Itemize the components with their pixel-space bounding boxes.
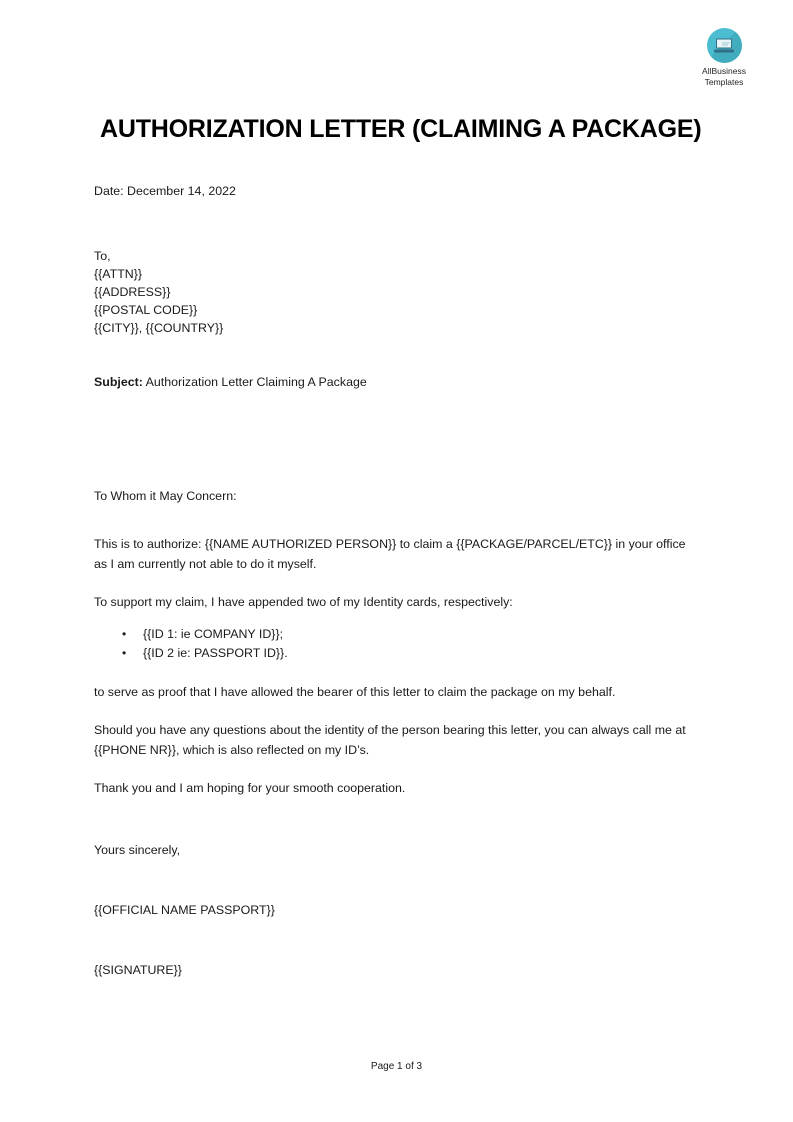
list-item: • {{ID 2 ie: PASSPORT ID}}.	[94, 644, 700, 664]
body-paragraph-2: To support my claim, I have appended two of my Identity cards, respectively:	[94, 595, 513, 609]
address-line: {{ADDRESS}}	[94, 285, 171, 299]
brand-logo	[686, 28, 762, 87]
recipient-address-block	[94, 247, 700, 337]
laptop-icon	[707, 28, 742, 63]
closing-line: Yours sincerely,	[94, 842, 181, 857]
body-paragraph-4: Should you have any questions about the identity of the person bearing this letter, you can always call me at {{PHONE NR}}, which is also reflected on my ID’s.	[94, 723, 686, 757]
identity-cards-list	[94, 625, 700, 664]
list-item: • {{ID 1: ie COMPANY ID}};	[94, 625, 700, 645]
laptop-glyph	[714, 38, 734, 53]
subject-label: Subject:	[94, 375, 143, 389]
laptop-base	[714, 49, 734, 52]
body-paragraph-1: This is to authorize: {{NAME AUTHORIZED PERSON}} to claim a {{PACKAGE/PARCEL/ETC}} in your office as I am currently not able to do it myself.	[94, 537, 686, 571]
subject-line	[94, 373, 700, 391]
address-line: To,	[94, 249, 111, 263]
brand-name	[686, 66, 762, 87]
date-line: Date: December 14, 2022	[94, 184, 236, 198]
body-paragraph-5: Thank you and I am hoping for your smooth cooperation.	[94, 781, 406, 796]
address-line: {{CITY}}, {{COUNTRY}}	[94, 321, 224, 335]
body-paragraph-3: to serve as proof that I have allowed the bearer of this letter to claim the package on my behalf.	[94, 684, 616, 699]
letter-body	[94, 182, 700, 979]
brand-name-line-2: Templates	[704, 76, 744, 87]
salutation: To Whom it May Concern:	[94, 489, 237, 503]
subject-value: Authorization Letter Claiming A Package	[145, 375, 367, 389]
signature-placeholder: {{SIGNATURE}}	[94, 962, 182, 977]
official-name-placeholder: {{OFFICIAL NAME PASSPORT}}	[94, 902, 275, 917]
laptop-screen-line	[722, 42, 730, 43]
page-footer: Page 1 of 3	[370, 1061, 423, 1072]
page-title: AUTHORIZATION LETTER (CLAIMING A PACKAGE)	[100, 114, 702, 143]
brand-name-line-1: AllBusiness	[702, 66, 746, 76]
address-line: {{POSTAL CODE}}	[94, 303, 198, 317]
laptop-screen	[716, 38, 732, 48]
address-line: {{ATTN}}	[94, 267, 142, 281]
laptop-screen-line	[722, 45, 728, 46]
